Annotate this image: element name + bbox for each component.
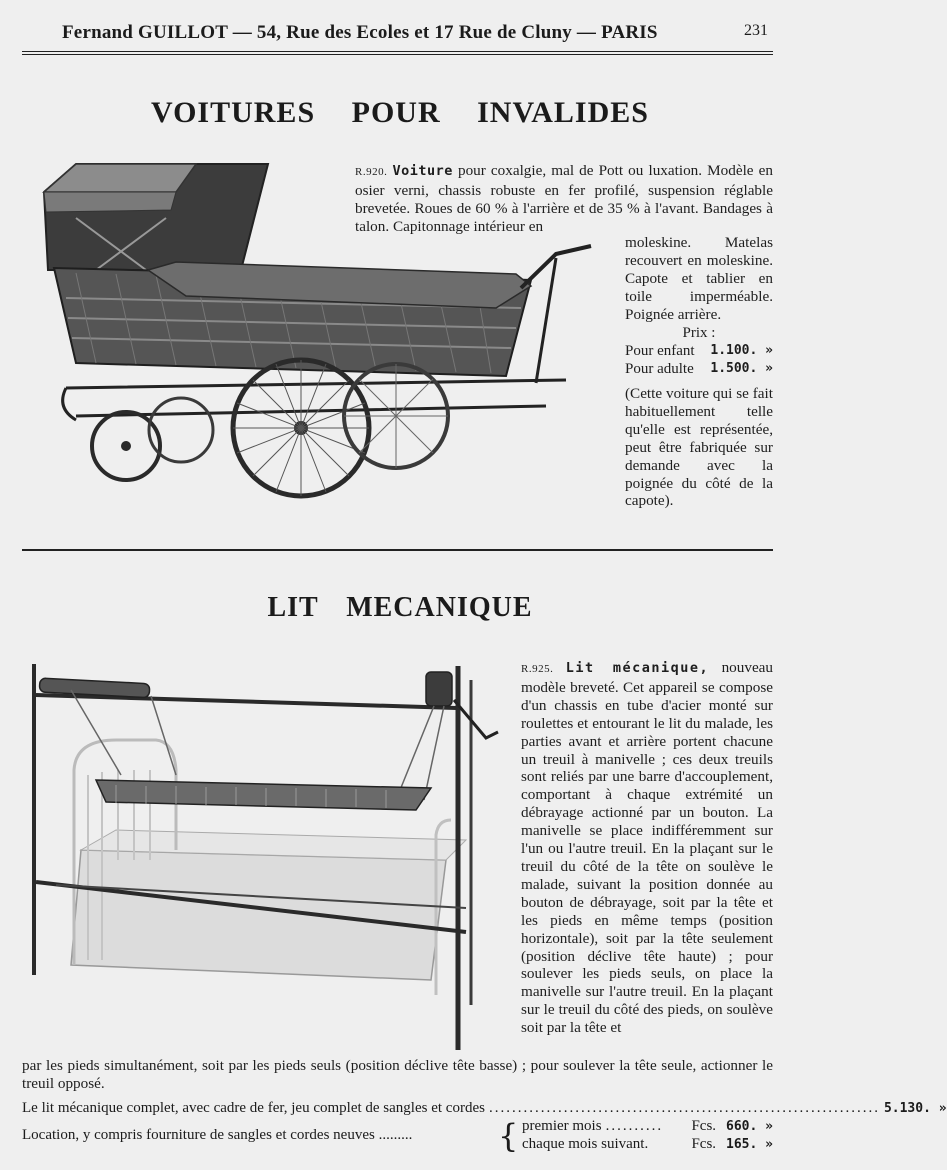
lit-description [521, 659, 773, 1037]
price-row-enfant: Pour enfant 1.100. » [625, 343, 773, 359]
page-number: 231 [744, 22, 768, 39]
page-header [0, 18, 800, 52]
prix-label: Prix : [682, 325, 716, 341]
rental-row-first: premier mois .......... Fcs. 660. » [522, 1118, 773, 1134]
leader-dots: ......... [374, 1127, 413, 1143]
lit-keyword: Lit mécanique, [565, 660, 710, 676]
rental-row-next: chaque mois suivant. Fcs. 165. » [522, 1136, 773, 1152]
voiture-keyword: Voiture [392, 163, 453, 179]
header-rule [22, 51, 773, 52]
voiture-text-top: pour coxalgie, mal de Pott ou luxation. Modèle en osier verni, chassis robuste en fer profilé, suspension réglable brevetée. Roues de 60 % à l'arrière et de 35 % à l'avant. Bandages à talon. Capitonnage intérieur en [355, 162, 773, 235]
location-label: Location, y compris fourniture de sangles et cordes neuves [22, 1127, 375, 1143]
complete-price-row [22, 1100, 947, 1117]
lit-text-full: par les pieds simultanément, soit par les pieds seuls (position déclive tête basse) ; pour soulever la tête seule, actionner le treuil opposé. [22, 1057, 773, 1092]
location-pricing [22, 1118, 773, 1154]
lit-text-column: nouveau modèle breveté. Cet appareil se compose d'un chassis en tube d'acier monté sur roulettes et entourant le lit du malade, les parties avant et arrière portent chacune un treuil à manivelle ; ces deux treuils sont reliés par une barre d'accouplement, comportant à chaque extrémité un débrayage actionné par un bouton. La manivelle se place indifféremment sur l'un ou l'autre treuil. En la plaçant sur le treuil du côté de la tête on soulève le malade, suivant la position donnée au bouton de débrayage, soit par la tête et les pieds en même temps (position horizontale), soit par la tête seulement (position déclive tête haute) ; pour soulever les pieds seuls, on place la manivelle sur l'autre treuil. En la plaçant sur le treuil du côté des pieds, on soulève soit par la tête et [521, 659, 774, 1037]
section-title-lit: LIT MECANIQUE [267, 592, 533, 623]
section-divider [22, 549, 773, 551]
leader-dots: .................................................................... [488, 1100, 880, 1116]
lit-ref: R.925. [521, 663, 554, 675]
complete-price: 5.130. » [883, 1101, 947, 1116]
brace: { [498, 1117, 519, 1155]
voiture-text-narrow: moleskine. Matelas recouvert en moleskine. Capote et tablier en toile imperméable. Poignée arrière. [625, 234, 773, 323]
leader-dots: .......... [605, 1118, 664, 1134]
shop-address: Fernand GUILLOT — 54, Rue des Ecoles et 17 Rue de Cluny — PARIS [62, 22, 658, 43]
voiture-ref: R.920. [355, 166, 388, 178]
section-title-voitures: VOITURES POUR INVALIDES [151, 96, 649, 129]
voiture-prices [625, 324, 773, 378]
voiture-description [355, 162, 773, 236]
voiture-note: (Cette voiture qui se fait habituellement telle qu'elle est représentée, peut être fabriquée sur demande avec la poignée du côté de la capote). [625, 385, 773, 510]
price-row-adulte: Pour adulte 1.500. » [625, 361, 773, 377]
header-rule-2 [22, 54, 773, 55]
complete-label: Le lit mécanique complet, avec cadre de fer, jeu complet de sangles et cordes [22, 1100, 485, 1116]
mechanical-bed-illustration [26, 660, 506, 1055]
